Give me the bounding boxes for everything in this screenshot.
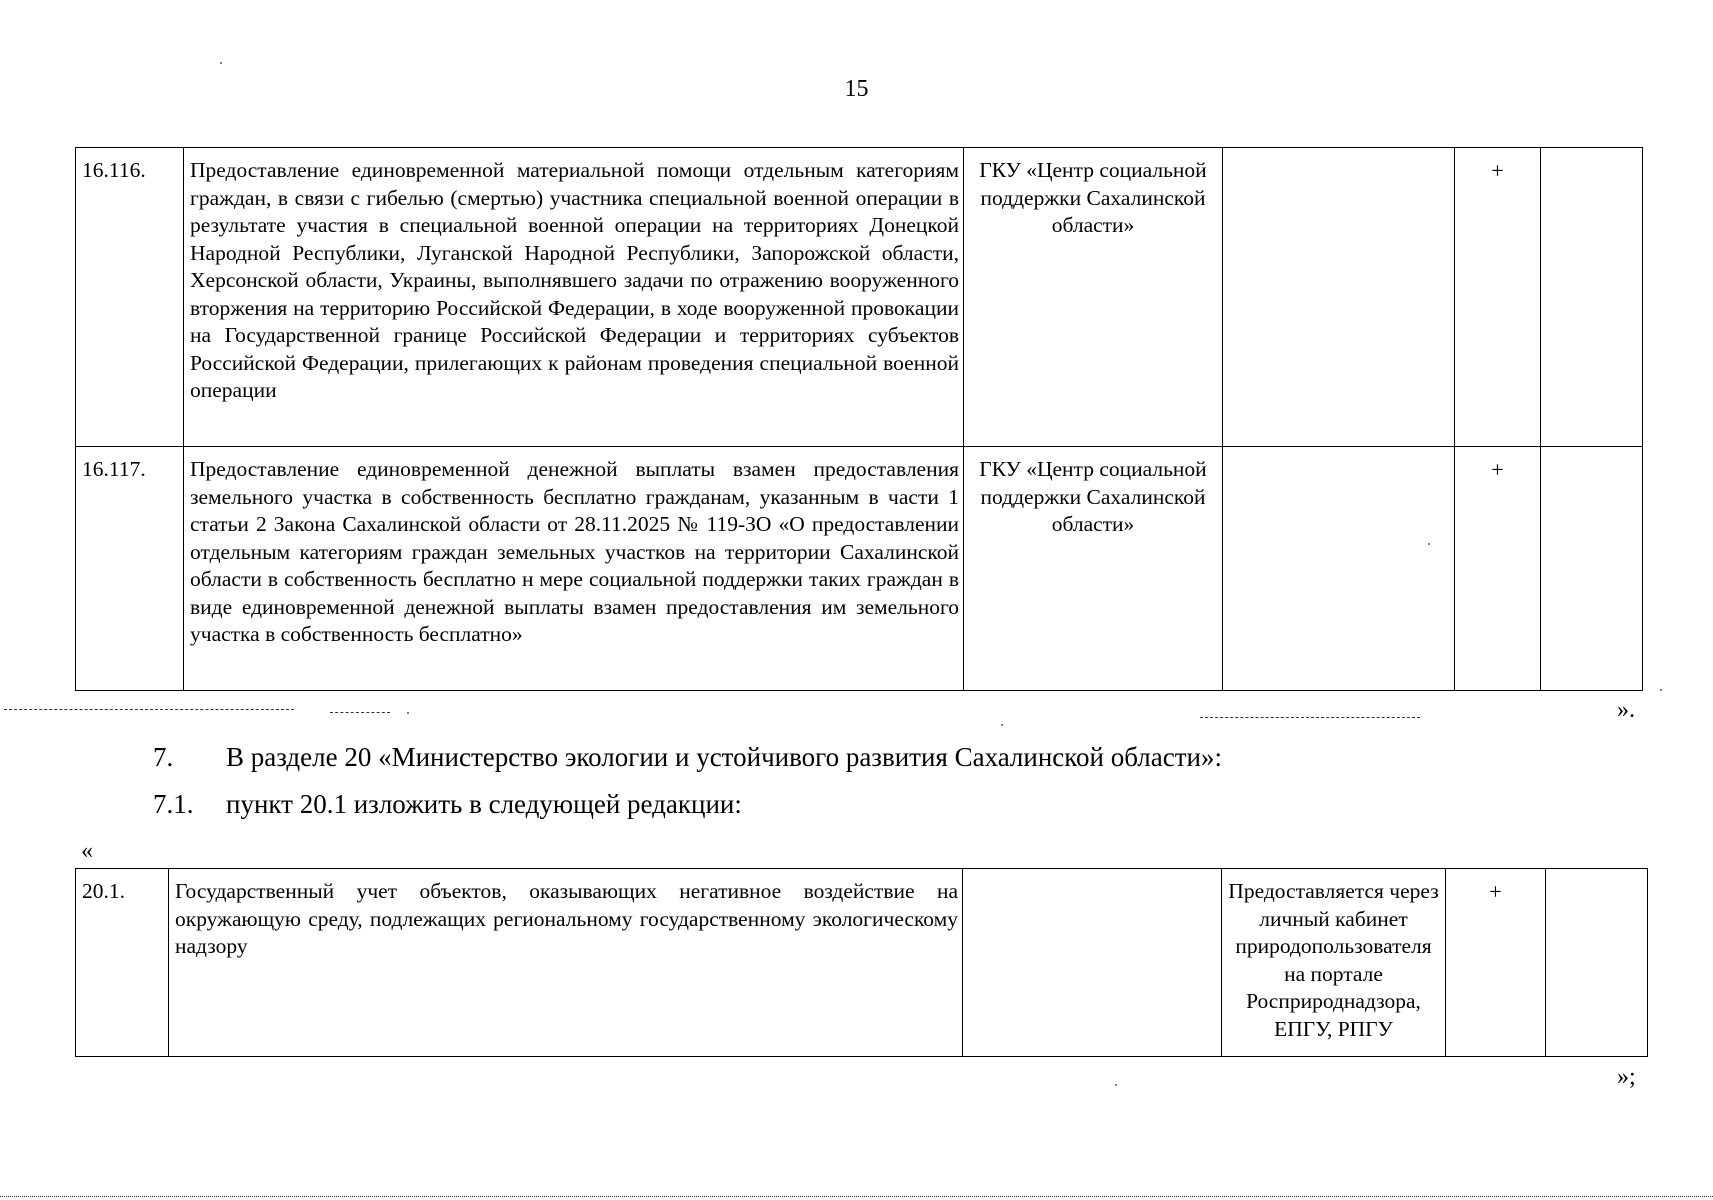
- plus-mark-cell: [1455, 148, 1541, 447]
- closing-quote: »;: [1617, 1064, 1636, 1090]
- services-table-section-16: [75, 147, 1643, 691]
- provision-method: [1223, 447, 1454, 456]
- empty-cell-content: [1541, 148, 1642, 157]
- table-row: [76, 148, 1643, 447]
- scan-speck: [1001, 724, 1003, 726]
- paragraph-text: пункт 20.1 изложить в следующей редакции:: [226, 789, 742, 819]
- scan-dash-line: [330, 712, 390, 713]
- plus-mark-cell: [1455, 447, 1541, 691]
- scan-dash-line: [0, 1196, 1713, 1197]
- plus-mark: +: [1491, 457, 1504, 482]
- item-number: 16.117.: [82, 457, 146, 481]
- scan-dash-line: [1200, 717, 1420, 718]
- opening-quote: «: [81, 838, 93, 864]
- item-number: 16.116.: [82, 158, 146, 182]
- organization-cell: [963, 869, 1222, 1057]
- page-number: 15: [844, 76, 869, 102]
- service-description-cell: [184, 447, 964, 691]
- plus-mark-cell: [1446, 869, 1546, 1057]
- service-description: Государственный учет объектов, оказывающих негативное воздействие на окружающую среду, подлежащих региональному государственному экологическому надзору: [175, 879, 958, 958]
- item-number-cell: [76, 148, 184, 447]
- paragraph-number: 7.1.: [153, 789, 194, 819]
- scan-speck: [1115, 1084, 1117, 1086]
- service-description: Предоставление единовременной материальной помощи отдельным категориям граждан, в связи с гибелью (смертью) участника специальной военной операции в результате участия в специальной военной операции на территориях Донецкой Народной Республики, Луганской Народной Республики, Запорожской области, Херсонской области, Украины, выполнявшего задачи по отражению вооруженного вторжения на территорию Российской Федерации, в ходе вооруженной провокации на Государственной границе Российской Федерации и территориях субъектов Российской Федерации, прилегающих к районам проведения специальной военной операции: [190, 158, 959, 402]
- service-description: Предоставление единовременной денежной выплаты взамен предоставления земельного участка в собственность бесплатно гражданам, указанным в части 1 статьи 2 Закона Сахалинской области от 28.11.2025 № 119-ЗО «О предоставлении отдельным категориям граждан земельных участков на территории Сахалинской области в собственность бесплатно н мере социальной поддержки таких граждан в виде единовременной денежной выплаты взамен предоставления им земельного участка в собственность бесплатно»: [190, 457, 959, 646]
- service-description-cell: [169, 869, 963, 1057]
- service-description-cell: [184, 148, 964, 447]
- organization: [963, 869, 1221, 878]
- paragraph-section-7: [153, 740, 1633, 776]
- item-number-cell: [76, 447, 184, 691]
- empty-cell-content: [1541, 447, 1642, 456]
- empty-cell: [1546, 869, 1648, 1057]
- organization: ГКУ «Центр социальной поддержки Сахалинской области»: [979, 457, 1207, 536]
- paragraph-section-7-1: [153, 787, 1633, 823]
- provision-method-cell: [1222, 869, 1446, 1057]
- empty-cell-content: [1546, 869, 1647, 878]
- plus-mark: +: [1489, 879, 1502, 904]
- table-row: [76, 447, 1643, 691]
- closing-quote: ».: [1617, 697, 1635, 723]
- table-row: [76, 869, 1648, 1057]
- empty-cell: [1541, 447, 1643, 691]
- paragraph-text: В разделе 20 «Министерство экологии и устойчивого развития Сахалинской области»:: [226, 742, 1222, 772]
- provision-method-cell: [1223, 447, 1455, 691]
- scan-dash-line: [4, 709, 294, 710]
- scan-speck: [220, 62, 222, 64]
- item-number: 20.1.: [82, 879, 125, 903]
- services-table-section-20: [75, 868, 1648, 1057]
- organization-cell: [964, 447, 1223, 691]
- provision-method-cell: [1223, 148, 1455, 447]
- organization-cell: [964, 148, 1223, 447]
- empty-cell: [1541, 148, 1643, 447]
- organization: ГКУ «Центр социальной поддержки Сахалинской области»: [979, 158, 1207, 237]
- scan-speck: [1660, 689, 1662, 691]
- provision-method: Предоставляется через личный кабинет природопользователя на портале Росприроднадзора, ЕПГУ, РПГУ: [1228, 879, 1439, 1041]
- item-number-cell: [76, 869, 169, 1057]
- scan-speck: [1428, 543, 1430, 545]
- plus-mark: +: [1491, 158, 1504, 183]
- provision-method: [1223, 148, 1454, 157]
- scan-speck: [407, 712, 409, 714]
- paragraph-number: 7.: [153, 742, 174, 772]
